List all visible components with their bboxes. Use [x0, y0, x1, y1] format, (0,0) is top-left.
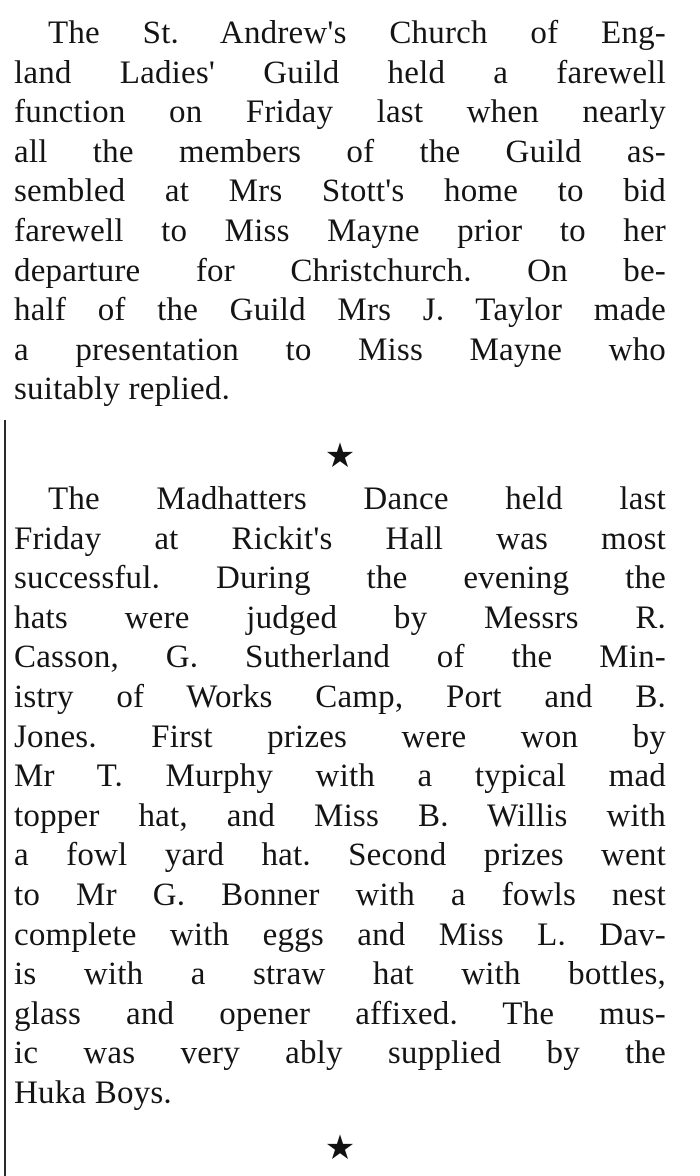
- article-line: Jones. First prizes were won by: [14, 718, 666, 755]
- star-icon: ★: [324, 1128, 356, 1168]
- article-line: successful. During the evening the: [14, 560, 666, 597]
- article-line: glass and opener affixed. The mus-: [14, 995, 666, 1032]
- article-line: to Mr G. Bonner with a fowls nest: [14, 876, 666, 913]
- article-line: Huka Boys.: [14, 1074, 172, 1111]
- article-line: The St. Andrew's Church of Eng-: [48, 15, 666, 51]
- article-line: ic was very ably supplied by the: [14, 1035, 666, 1072]
- article-line: istry of Works Camp, Port and B.: [14, 678, 666, 715]
- article-line: complete with eggs and Miss L. Dav-: [14, 916, 666, 953]
- article-line: Casson, G. Sutherland of the Min-: [14, 639, 666, 676]
- article-line: topper hat, and Miss B. Willis with: [14, 797, 666, 834]
- article-line: farewell to Miss Mayne prior to her: [14, 212, 666, 249]
- article-line: Friday at Rickit's Hall was most: [14, 520, 666, 557]
- article-line: suitably replied.: [14, 371, 231, 408]
- article-line: sembled at Mrs Stott's home to bid: [14, 173, 666, 210]
- article-line: The Madhatters Dance held last: [48, 481, 666, 517]
- article-line: land Ladies' Guild held a farewell: [14, 54, 666, 91]
- article-line: is with a straw hat with bottles,: [14, 956, 666, 993]
- star-icon: ★: [324, 436, 356, 476]
- article-line: departure for Christchurch. On be-: [14, 252, 666, 289]
- article-line: half of the Guild Mrs J. Taylor made: [14, 292, 666, 329]
- article-line: function on Friday last when nearly: [14, 94, 666, 131]
- article-guild-farewell: [14, 14, 666, 410]
- article-line: hats were judged by Messrs R.: [14, 599, 666, 636]
- article-line: Mr T. Murphy with a typical mad: [14, 758, 666, 795]
- article-line: a fowl yard hat. Second prizes went: [14, 837, 666, 874]
- column-rule: [4, 420, 6, 1176]
- article-madhatters-dance: [14, 480, 666, 1114]
- article-line: a presentation to Miss Mayne who: [14, 331, 666, 368]
- article-line: all the members of the Guild as-: [14, 133, 666, 170]
